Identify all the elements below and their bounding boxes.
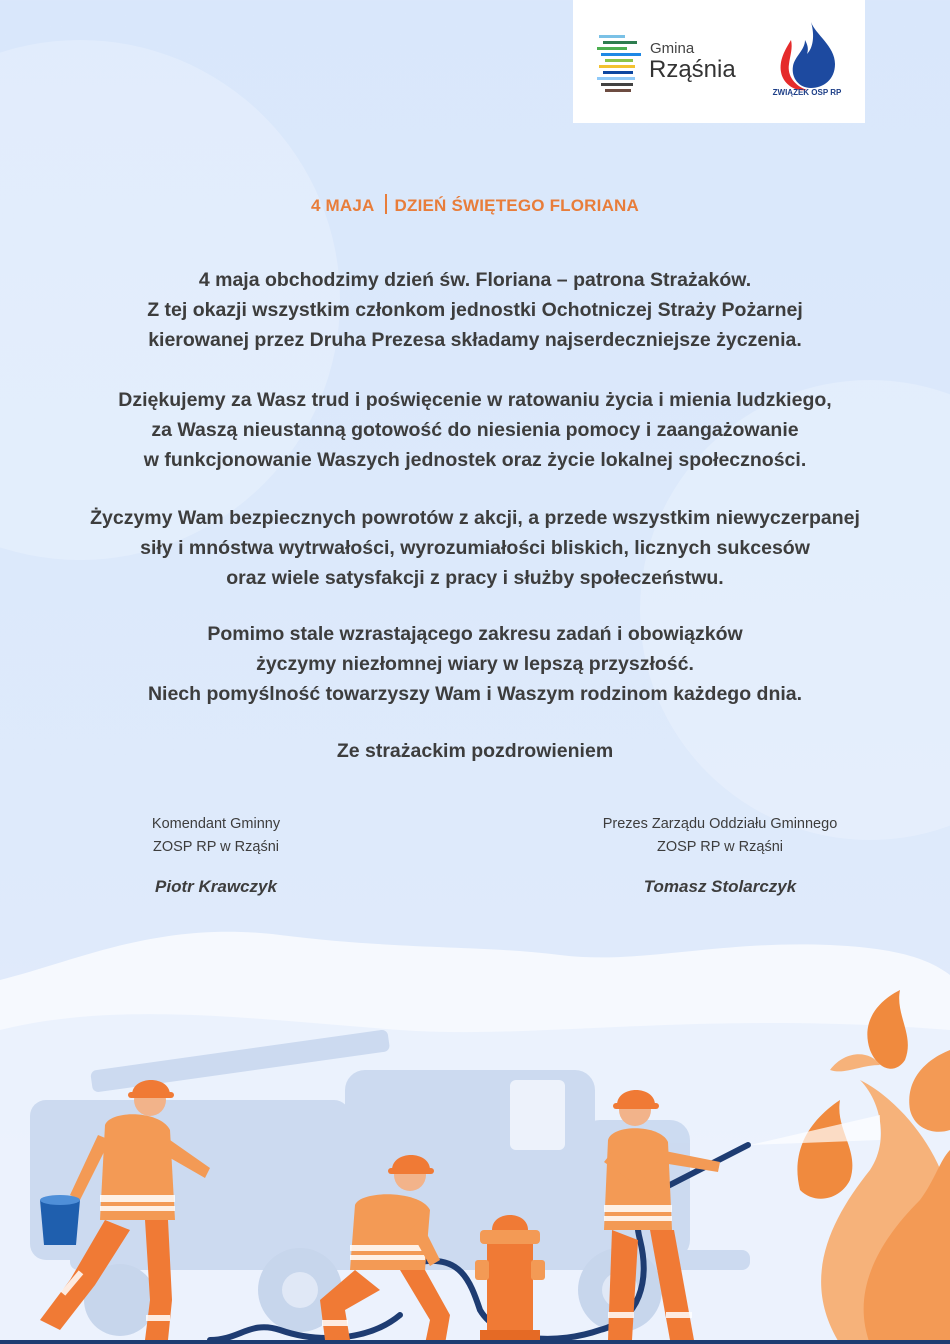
bottom-bar — [0, 1340, 950, 1344]
text-line: za Waszą nieustanną gotowość do niesienia pomocy i zaangażowanie — [151, 419, 799, 441]
osp-logo-label: ZWIĄZEK OSP RP — [772, 88, 842, 97]
greeting-paragraph-2 — [0, 385, 950, 475]
text-line: kierowanej przez Druha Prezesa składamy najserdeczniejsze życzenia. — [148, 329, 802, 351]
text-line: w funkcjonowanie Waszych jednostek oraz życie lokalnej społeczności. — [143, 449, 807, 471]
gmina-rzasnia-logo — [597, 32, 742, 97]
header-title: DZIEŃ ŚWIĘTEGO FLORIANA — [394, 196, 640, 215]
text-line: Z tej okazji wszystkim członkom jednostki Ochotniczej Straży Pożarnej — [147, 299, 803, 321]
text-line: oraz wiele satysfakcji z pracy i służby społeczeństwu. — [226, 567, 724, 589]
signature-org: ZOSP RP w Rząśni — [657, 839, 783, 855]
greeting-paragraph-4 — [0, 619, 950, 709]
signature-right — [560, 813, 880, 898]
signature-left — [80, 813, 352, 898]
text-line: Życzymy Wam bezpiecznych powrotów z akcji, a przede wszystkim niewyczerpanej — [90, 507, 860, 529]
page-header — [0, 194, 950, 216]
closing-text: Ze strażackim pozdrowieniem — [336, 740, 614, 762]
signature-name: Piotr Krawczyk — [155, 877, 277, 896]
greeting-paragraph-1 — [0, 265, 950, 355]
text-line: Niech pomyślność towarzyszy Wam i Waszym rodzinom każdego dnia. — [147, 683, 803, 705]
closing-line — [0, 736, 950, 766]
text-line: życzymy niezłomnej wiary w lepszą przyszłość. — [256, 653, 694, 675]
text-line: Dziękujemy za Wasz trud i poświęcenie w ratowaniu życia i mienia ludzkiego, — [118, 389, 832, 411]
gmina-logo-small-text: Gmina — [650, 40, 695, 57]
signature-name: Tomasz Stolarczyk — [643, 877, 797, 896]
gmina-stripes-icon — [597, 32, 647, 97]
header-separator — [385, 194, 387, 214]
gmina-logo-title: Rząśnia — [649, 56, 736, 83]
firefighter-illustration — [0, 900, 950, 1344]
header-date: 4 MAJA — [310, 196, 375, 215]
signature-role: Komendant Gminny — [151, 816, 281, 832]
greeting-paragraph-3 — [0, 503, 950, 593]
logo-box — [573, 0, 865, 123]
signature-role: Prezes Zarządu Oddziału Gminnego — [602, 816, 838, 832]
text-line: siły i mnóstwa wytrwałości, wyrozumiałości bliskich, licznych sukcesów — [140, 537, 810, 559]
text-line: Pomimo stale wzrastającego zakresu zadań i obowiązków — [207, 623, 743, 645]
signature-org: ZOSP RP w Rząśni — [153, 839, 279, 855]
text-line: 4 maja obchodzimy dzień św. Floriana – patrona Strażaków. — [198, 269, 752, 291]
